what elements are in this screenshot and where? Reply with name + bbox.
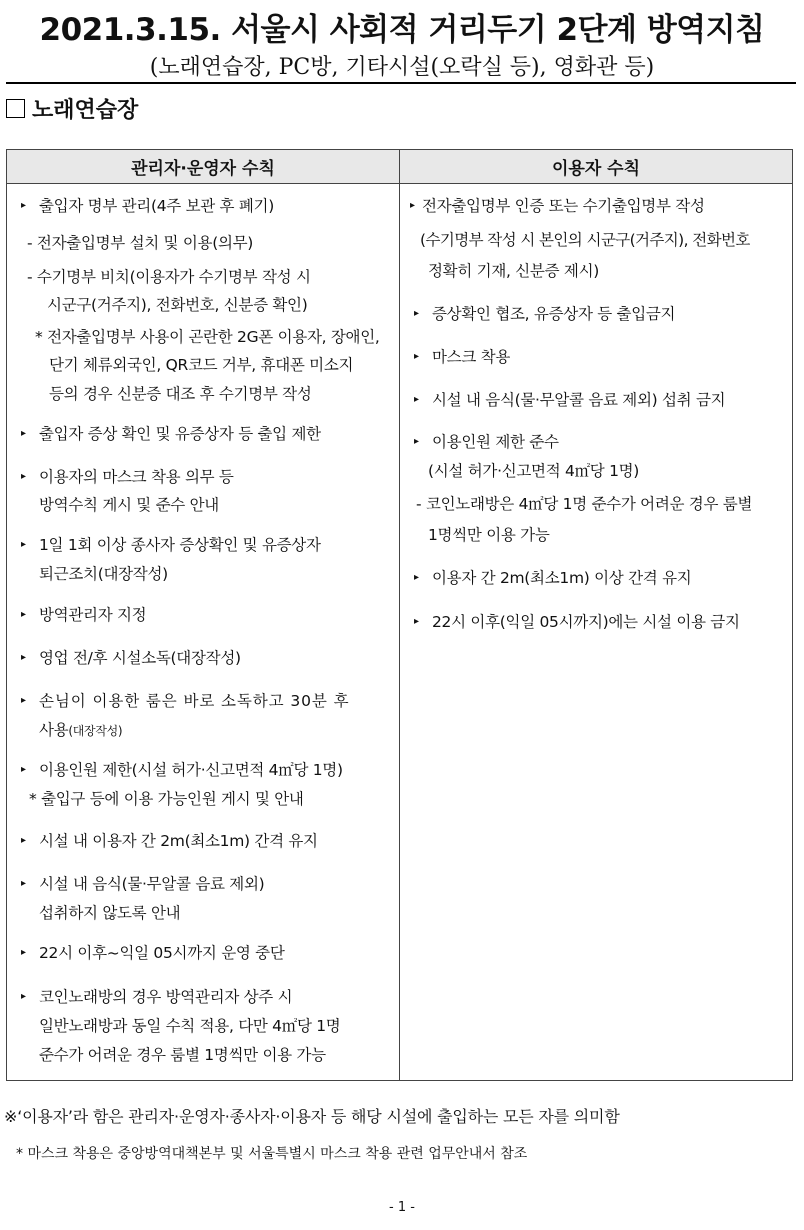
bullet-icon: ▸	[21, 947, 27, 958]
bullet-icon: ▸	[21, 609, 27, 620]
rule-line: 영업 전/후 시설소독(대장작성)	[39, 649, 241, 667]
rule-line: 마스크 착용	[432, 348, 510, 366]
rule-line: 1일 1회 이상 종사자 증상확인 및 유증상자	[39, 536, 321, 554]
manager-rules-cell	[7, 184, 400, 1081]
rule-line: 손님이 이용한 룸은 바로 소독하고 30분 후	[39, 692, 350, 710]
rule-line: 이용인원 제한 준수	[432, 433, 559, 451]
rule-line: 전자출입명부 인증 또는 수기출입명부 작성	[422, 197, 705, 215]
rule-line: 22시 이후~익일 05시까지 운영 중단	[39, 944, 285, 962]
rule-line: 이용인원 제한(시설 허가·신고면적 4㎡당 1명)	[39, 761, 343, 779]
bullet-icon: ▸	[21, 652, 27, 663]
section-title: 노래연습장	[32, 98, 139, 123]
rule-text: 사용	[39, 721, 69, 739]
rule-line: 22시 이후(익일 05시까지)에는 시설 이용 금지	[432, 613, 740, 631]
bullet-icon: ▸	[21, 991, 27, 1002]
rule-line: * 전자출입명부 사용이 곤란한 2G폰 이용자, 장애인,	[35, 328, 380, 346]
rule-line: 시설 내 음식(물·무알콜 음료 제외)	[39, 875, 265, 893]
bullet-icon: ▸	[21, 764, 27, 775]
section-heading	[6, 93, 138, 124]
rule-line: 일반노래방과 동일 수칙 적용, 다만 4㎡당 1명	[39, 1017, 341, 1035]
rule-line: - 코인노래방은 4㎡당 1명 준수가 어려운 경우 룸별	[416, 495, 753, 513]
rule-line: 증상확인 협조, 유증상자 등 출입금지	[432, 305, 676, 323]
bullet-icon: ▸	[410, 200, 416, 211]
rule-line: 퇴근조치(대장작성)	[39, 565, 168, 583]
rule-line	[39, 720, 122, 741]
bullet-icon: ▸	[21, 695, 27, 706]
rule-line: 출입자 증상 확인 및 유증상자 등 출입 제한	[39, 425, 321, 443]
bullet-icon: ▸	[21, 471, 27, 482]
rule-line: 시설 내 음식(물·무알콜 음료 제외) 섭취 금지	[432, 391, 726, 409]
right-column-header: 이용자 수칙	[400, 150, 793, 184]
page-title: 2021.3.15. 서울시 사회적 거리두기 2단계 방역지침	[39, 12, 765, 48]
bullet-icon: ▸	[414, 308, 420, 319]
rules-table	[6, 149, 793, 1081]
bullet-icon: ▸	[414, 351, 420, 362]
rule-line: 방역관리자 지정	[39, 606, 147, 624]
bullet-icon: ▸	[21, 200, 27, 211]
bullet-icon: ▸	[414, 394, 420, 405]
bullet-icon: ▸	[21, 428, 27, 439]
title-divider	[6, 82, 796, 84]
left-column-header: 관리자·운영자 수칙	[7, 150, 400, 184]
rule-line: 이용자의 마스크 착용 의무 등	[39, 468, 234, 486]
bullet-icon: ▸	[414, 616, 420, 627]
user-rules-cell	[400, 184, 793, 1081]
bullet-icon: ▸	[21, 835, 27, 846]
rule-note: (대장작성)	[68, 724, 123, 738]
rule-line: 준수가 어려운 경우 룸별 1명씩만 이용 가능	[39, 1046, 326, 1064]
rule-line: 방역수칙 게시 및 준수 안내	[39, 496, 219, 514]
rule-line: 섭취하지 않도록 안내	[39, 904, 181, 922]
rule-line: 시설 내 이용자 간 2m(최소1m) 간격 유지	[39, 832, 318, 850]
page-subtitle: (노래연습장, PC방, 기타시설(오락실 등), 영화관 등)	[149, 55, 655, 80]
rule-line: - 전자출입명부 설치 및 이용(의무)	[27, 234, 254, 252]
bullet-icon: ▸	[21, 539, 27, 550]
rule-line: - 수기명부 비치(이용자가 수기명부 작성 시	[27, 268, 311, 286]
rule-line: 시군구(거주지), 전화번호, 신분증 확인)	[47, 296, 308, 314]
rule-line: 등의 경우 신분증 대조 후 수기명부 작성	[49, 385, 312, 403]
checkbox-icon	[6, 99, 25, 118]
rule-line: 이용자 간 2m(최소1m) 이상 간격 유지	[432, 569, 692, 587]
rule-line: (시설 허가·신고면적 4㎡당 1명)	[428, 462, 640, 480]
page-number: - 1 -	[389, 1200, 415, 1215]
rule-line: 정확히 기재, 신분증 제시)	[428, 262, 599, 280]
rule-line: 1명씩만 이용 가능	[428, 526, 550, 544]
definition-note: ※‘이용자’라 함은 관리자·운영자·종사자·이용자 등 해당 시설에 출입하는 모든 자를 의미함	[4, 1107, 620, 1126]
rule-line: 코인노래방의 경우 방역관리자 상주 시	[39, 988, 293, 1006]
bullet-icon: ▸	[21, 878, 27, 889]
bullet-icon: ▸	[414, 572, 420, 583]
bullet-icon: ▸	[414, 436, 420, 447]
rule-line: (수기명부 작성 시 본인의 시군구(거주지), 전화번호	[420, 231, 750, 249]
rule-line: 단기 체류외국인, QR코드 거부, 휴대폰 미소지	[49, 356, 354, 374]
rule-line: 출입자 명부 관리(4주 보관 후 폐기)	[39, 197, 274, 215]
rule-line: * 출입구 등에 이용 가능인원 게시 및 안내	[29, 790, 304, 808]
mask-guideline-note: * 마스크 착용은 중앙방역대책본부 및 서울특별시 마스크 착용 관련 업무안내서 참조	[16, 1146, 528, 1162]
